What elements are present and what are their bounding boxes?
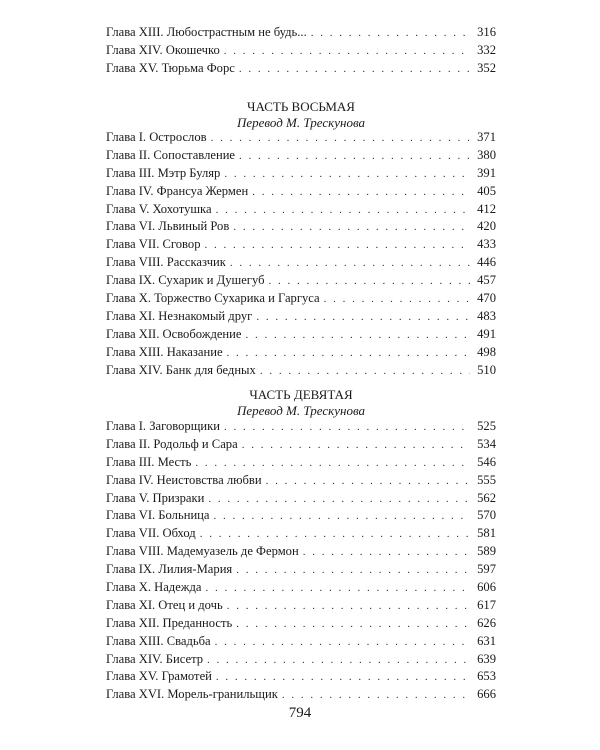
chapter-page-number: 405 bbox=[477, 183, 496, 198]
chapter-title: Глава IX. Сухарик и Душегуб bbox=[106, 273, 265, 288]
chapter-title: Глава V. Хохотушка bbox=[106, 201, 212, 216]
chapter-page-number: 666 bbox=[477, 687, 496, 702]
chapter-page-number: 433 bbox=[477, 237, 496, 252]
chapter-page-number: 380 bbox=[477, 147, 496, 162]
dot-leader bbox=[211, 130, 470, 148]
dot-leader bbox=[200, 526, 470, 544]
toc-entry bbox=[106, 165, 496, 183]
chapter-page-number: 534 bbox=[477, 436, 496, 451]
chapter-title: Глава X. Торжество Сухарика и Гаргуса bbox=[106, 291, 320, 306]
dot-leader bbox=[224, 166, 470, 184]
dot-leader bbox=[207, 652, 470, 670]
toc-entry bbox=[106, 651, 496, 669]
toc-list-continued bbox=[106, 24, 496, 78]
toc-entry bbox=[106, 579, 496, 597]
dot-leader bbox=[205, 237, 470, 255]
dot-leader bbox=[236, 562, 470, 580]
dot-leader bbox=[215, 634, 470, 652]
chapter-title: Глава XII. Освобождение bbox=[106, 326, 242, 341]
toc-entry bbox=[106, 472, 496, 490]
chapter-page-number: 412 bbox=[477, 201, 496, 216]
chapter-page-number: 457 bbox=[477, 273, 496, 288]
chapter-title: Глава IV. Франсуа Жермен bbox=[106, 183, 249, 198]
toc-entry bbox=[106, 436, 496, 454]
toc-entry bbox=[106, 561, 496, 579]
toc-entry bbox=[106, 236, 496, 254]
dot-leader bbox=[239, 148, 470, 166]
toc-entry bbox=[106, 507, 496, 525]
dot-leader bbox=[246, 327, 470, 345]
dot-leader bbox=[216, 202, 470, 220]
toc-entry bbox=[106, 597, 496, 615]
toc-entry bbox=[106, 686, 496, 704]
dot-leader bbox=[252, 184, 470, 202]
chapter-title: Глава VIII. Мадемуазель де Фермон bbox=[106, 544, 299, 559]
chapter-title: Глава XIV. Бисетр bbox=[106, 651, 204, 666]
dot-leader bbox=[208, 491, 470, 509]
chapter-title: Глава IV. Неистовства любви bbox=[106, 472, 262, 487]
chapter-title: Глава XV. Тюрьма Форс bbox=[106, 60, 235, 75]
chapter-title: Глава II. Сопоставление bbox=[106, 147, 236, 162]
toc-entry bbox=[106, 60, 496, 78]
dot-leader bbox=[206, 580, 471, 598]
chapter-title: Глава I. Острослов bbox=[106, 130, 207, 144]
chapter-page-number: 570 bbox=[477, 508, 496, 523]
chapter-page-number: 626 bbox=[477, 615, 496, 630]
chapter-title: Глава XIII. Любострастным не будь... bbox=[106, 25, 307, 39]
part-title: ЧАСТЬ ДЕВЯТАЯ bbox=[249, 387, 353, 402]
dot-leader bbox=[256, 309, 470, 327]
dot-leader bbox=[224, 43, 470, 61]
toc-entry bbox=[106, 290, 496, 308]
chapter-page-number: 653 bbox=[477, 669, 496, 684]
chapter-page-number: 597 bbox=[477, 562, 496, 577]
chapter-title: Глава I. Заговорщики bbox=[106, 419, 221, 433]
toc-list-part-eight bbox=[106, 129, 496, 379]
chapter-title: Глава XVI. Морель-гранильщик bbox=[106, 687, 278, 702]
toc-entry bbox=[106, 490, 496, 508]
part-title: ЧАСТЬ ВОСЬМАЯ bbox=[247, 99, 355, 114]
dot-leader bbox=[227, 598, 470, 616]
dot-leader bbox=[269, 273, 471, 291]
chapter-page-number: 617 bbox=[477, 597, 496, 612]
chapter-page-number: 483 bbox=[477, 308, 496, 323]
chapter-page-number: 316 bbox=[477, 25, 496, 39]
toc-entry bbox=[106, 42, 496, 60]
dot-leader bbox=[224, 419, 470, 437]
chapter-title: Глава XII. Преданность bbox=[106, 615, 233, 630]
page-number: 794 bbox=[288, 705, 312, 721]
toc-entry bbox=[106, 543, 496, 561]
part-eight-heading bbox=[106, 99, 496, 131]
chapter-page-number: 525 bbox=[477, 419, 496, 433]
dot-leader bbox=[233, 219, 470, 237]
toc-entry bbox=[106, 326, 496, 344]
chapter-title: Глава III. Мэтр Буляр bbox=[106, 165, 221, 180]
dot-leader bbox=[214, 508, 470, 526]
chapter-page-number: 420 bbox=[477, 219, 496, 234]
chapter-page-number: 352 bbox=[477, 60, 496, 75]
chapter-page-number: 546 bbox=[477, 454, 496, 469]
toc-entry bbox=[106, 183, 496, 201]
chapter-title: Глава VII. Обход bbox=[106, 526, 196, 541]
chapter-page-number: 371 bbox=[477, 130, 496, 144]
toc-entry bbox=[106, 362, 496, 380]
chapter-title: Глава VII. Сговор bbox=[106, 237, 201, 252]
dot-leader bbox=[311, 25, 470, 43]
chapter-page-number: 332 bbox=[477, 42, 496, 57]
toc-entry bbox=[106, 147, 496, 165]
dot-leader bbox=[260, 363, 470, 381]
dot-leader bbox=[242, 437, 470, 455]
toc-entry bbox=[106, 615, 496, 633]
dot-leader bbox=[266, 473, 470, 491]
part-translator: Перевод М. Трескунова bbox=[236, 403, 365, 418]
toc-entry bbox=[106, 525, 496, 543]
part-translator: Перевод М. Трескунова bbox=[236, 115, 365, 130]
chapter-page-number: 470 bbox=[477, 291, 496, 306]
chapter-page-number: 391 bbox=[477, 165, 496, 180]
chapter-page-number: 589 bbox=[477, 544, 496, 559]
chapter-page-number: 510 bbox=[477, 362, 496, 377]
toc-list-part-nine bbox=[106, 418, 496, 704]
chapter-page-number: 562 bbox=[477, 490, 496, 505]
chapter-title: Глава II. Родольф и Сара bbox=[106, 436, 238, 451]
toc-entry bbox=[106, 308, 496, 326]
toc-entry bbox=[106, 129, 496, 147]
chapter-page-number: 446 bbox=[477, 255, 496, 270]
chapter-page-number: 498 bbox=[477, 344, 496, 359]
toc-entry bbox=[106, 344, 496, 362]
dot-leader bbox=[282, 687, 470, 705]
dot-leader bbox=[195, 455, 470, 473]
chapter-title: Глава X. Надежда bbox=[106, 580, 202, 595]
dot-leader bbox=[216, 669, 470, 687]
chapter-page-number: 491 bbox=[477, 326, 496, 341]
chapter-title: Глава XI. Отец и дочь bbox=[106, 597, 223, 612]
chapter-page-number: 606 bbox=[477, 580, 496, 595]
chapter-title: Глава III. Месть bbox=[106, 454, 192, 469]
dot-leader bbox=[230, 255, 470, 273]
chapter-page-number: 639 bbox=[477, 651, 496, 666]
chapter-title: Глава IX. Лилия-Мария bbox=[106, 562, 233, 577]
toc-entry bbox=[106, 633, 496, 651]
chapter-title: Глава V. Призраки bbox=[106, 490, 205, 505]
chapter-page-number: 555 bbox=[477, 472, 496, 487]
part-nine-heading bbox=[106, 387, 496, 419]
dot-leader bbox=[303, 544, 470, 562]
chapter-title: Глава XI. Незнакомый друг bbox=[106, 308, 253, 323]
chapter-title: Глава XIV. Окошечко bbox=[106, 42, 220, 57]
dot-leader bbox=[236, 616, 470, 634]
chapter-title: Глава VI. Львиный Ров bbox=[106, 219, 230, 234]
dot-leader bbox=[324, 291, 470, 309]
toc-entry bbox=[106, 201, 496, 219]
dot-leader bbox=[239, 61, 470, 79]
chapter-title: Глава XIII. Наказание bbox=[106, 344, 223, 359]
chapter-page-number: 581 bbox=[477, 526, 496, 541]
toc-entry bbox=[106, 272, 496, 290]
toc-entry bbox=[106, 418, 496, 436]
toc-entry bbox=[106, 454, 496, 472]
chapter-title: Глава XV. Грамотей bbox=[106, 669, 212, 684]
toc-entry bbox=[106, 254, 496, 272]
chapter-title: Глава XIII. Свадьба bbox=[106, 633, 211, 648]
toc-entry bbox=[106, 668, 496, 686]
chapter-title: Глава VI. Больница bbox=[106, 508, 210, 523]
chapter-page-number: 631 bbox=[477, 633, 496, 648]
chapter-title: Глава VIII. Рассказчик bbox=[106, 255, 226, 270]
dot-leader bbox=[227, 345, 470, 363]
toc-entry bbox=[106, 24, 496, 42]
toc-entry bbox=[106, 218, 496, 236]
chapter-title: Глава XIV. Банк для бедных bbox=[106, 362, 256, 377]
